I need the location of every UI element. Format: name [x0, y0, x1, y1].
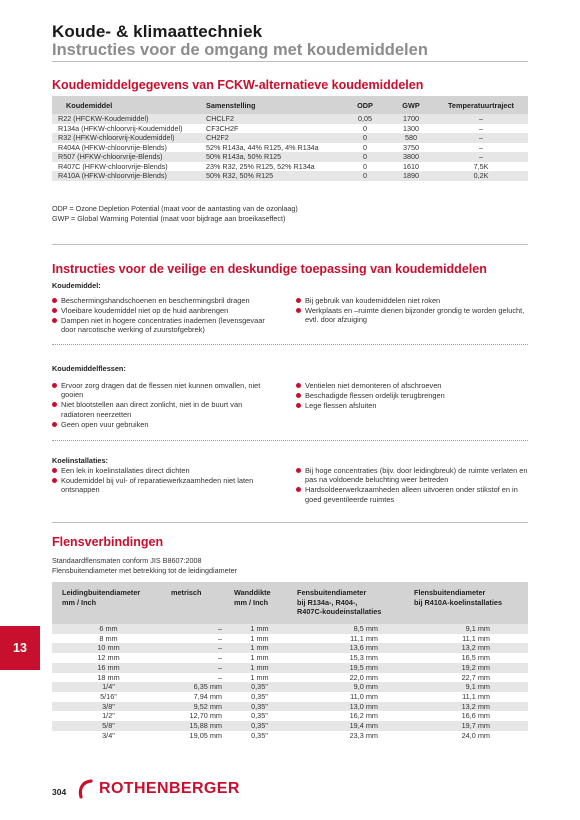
- bullet-icon: [296, 308, 301, 313]
- table-cell: 22,0 mm: [349, 672, 378, 682]
- table-cell: 0,35": [228, 721, 291, 731]
- note-odp: ODP = Ozone Depletion Potential (maat voor de aantasting van de ozonlaag): [52, 204, 298, 213]
- table-cell: 0: [363, 123, 367, 133]
- bullet-list-installations-left: [52, 466, 277, 495]
- table-cell: 52% R143a, 44% R125, 4% R134a: [206, 142, 319, 152]
- table-cell: –: [217, 633, 222, 643]
- column-header: [165, 582, 228, 624]
- column-header: Temperatuurtraject: [434, 96, 528, 114]
- refrigerant-table-body: [52, 114, 528, 181]
- table-cell: 16 mm: [52, 663, 165, 673]
- group-heading-installations: Koelinstallaties:: [52, 456, 108, 465]
- table-cell: 0,35": [228, 702, 291, 712]
- table-cell: 0: [342, 152, 388, 162]
- table-cell: 12 mm: [97, 653, 120, 663]
- bullet-list-installations-right: [296, 466, 528, 505]
- list-item-text: Dampen niet in hogere concentraties inademen (levensgevaar door narcotische werking of zuurstofgebrek): [61, 315, 265, 335]
- table-cell: 19,5 mm: [291, 663, 408, 673]
- brand-name: ROTHENBERGER: [99, 780, 240, 797]
- section-title-flange-connections: Flensverbindingen: [52, 535, 164, 549]
- column-header: GWP: [388, 96, 434, 114]
- table-cell: 23% R32, 25% R125, 52% R134a: [206, 161, 315, 171]
- table-cell: 1890: [388, 171, 434, 181]
- table-cell: 50% R32, 50% R125: [202, 171, 342, 181]
- table-cell: 3/8": [52, 702, 165, 712]
- table-cell: 1 mm: [228, 663, 291, 673]
- table-cell: 0,35": [228, 682, 291, 692]
- table-cell: 50% R143a, 50% R125: [202, 152, 342, 162]
- table-row: [52, 171, 528, 181]
- bullet-icon: [52, 298, 57, 303]
- table-cell: 0,35": [251, 691, 268, 701]
- table-cell: 13,6 mm: [291, 643, 408, 653]
- table-cell: 19,4 mm: [291, 721, 408, 731]
- brand-swoosh-icon: [76, 778, 98, 800]
- refrigerant-data-table: [52, 96, 528, 181]
- table-cell: 0,35": [251, 711, 268, 721]
- table-cell: 6,35 mm: [165, 682, 228, 692]
- column-header-line: bij R134a-, R404-,: [297, 597, 358, 607]
- table-cell: 1 mm: [250, 672, 269, 682]
- note-gwp: GWP = Global Warming Potential (maat voor bijdrage aan broeikaseffect): [52, 214, 286, 223]
- table-cell: 18 mm: [97, 672, 120, 682]
- table-cell: 11,1 mm: [462, 691, 490, 701]
- list-item-text: Beschadigde flessen ordelijk terugbrengen: [305, 390, 445, 400]
- flange-diameter-line: Flensbuitendiameter met betrekking tot de leidingdiameter: [52, 565, 237, 575]
- table-cell: 0: [363, 142, 367, 152]
- bullet-list-refrigerant-right: [296, 296, 528, 325]
- table-cell: –: [217, 653, 222, 663]
- bullet-icon: [52, 478, 57, 483]
- list-item-text: Beschermingshandschoenen en beschermingsbril dragen: [61, 296, 250, 305]
- table-cell: CH2F2: [202, 133, 342, 143]
- bullet-icon: [296, 487, 301, 492]
- table-cell: 16,2 mm: [349, 711, 378, 721]
- table-row: [52, 634, 528, 644]
- table-row: [52, 643, 528, 653]
- table-cell: R410A (HFKW-chloorvrije-Blends): [52, 171, 202, 181]
- column-header: [408, 582, 528, 624]
- column-header: Samenstelling: [202, 96, 342, 114]
- bullet-icon: [52, 468, 57, 473]
- list-item: [52, 316, 277, 335]
- table-cell: 0: [342, 171, 388, 181]
- table-cell: 5/16": [100, 691, 117, 701]
- table-row: [52, 692, 528, 702]
- bullet-icon: [296, 468, 301, 473]
- list-item: [52, 381, 277, 400]
- section-divider: [52, 522, 528, 523]
- list-item: [296, 485, 528, 504]
- list-item: [296, 306, 528, 325]
- table-row: [52, 162, 528, 172]
- table-cell: 3/4": [102, 730, 115, 740]
- table-cell: –: [434, 152, 528, 162]
- table-cell: 11,0 mm: [350, 691, 378, 701]
- list-item-text: Ervoor zorg dragen dat de flessen niet kunnen omvallen, niet gooien: [61, 381, 261, 400]
- column-header-line: bij R410A-koelinstallaties: [414, 597, 503, 607]
- column-header: ODP: [342, 96, 388, 114]
- bullet-list-refrigerant-left: [52, 296, 277, 335]
- list-item-text: Lege flessen afsluiten: [305, 400, 377, 410]
- table-cell: 0,05: [342, 114, 388, 124]
- table-cell: 19,7 mm: [408, 721, 528, 731]
- table-cell: 1/4": [52, 682, 165, 692]
- section-divider: [52, 244, 528, 245]
- table-cell: CHCLF2: [202, 114, 342, 124]
- list-item: [296, 401, 528, 410]
- table-row: [52, 133, 528, 143]
- table-row: [52, 663, 528, 673]
- table-cell: 1 mm: [250, 633, 269, 643]
- table-cell: –: [165, 643, 228, 653]
- table-cell: 11,1 mm: [462, 633, 490, 643]
- table-cell: 1610: [403, 161, 419, 171]
- table-cell: –: [479, 123, 483, 133]
- table-cell: 9,0 mm: [291, 682, 408, 692]
- column-header-line: mm / Inch: [62, 597, 97, 607]
- table-cell: 19,2 mm: [408, 663, 528, 673]
- table-cell: 7,5K: [473, 161, 489, 171]
- column-header-line: Wanddikte: [234, 588, 271, 597]
- bullet-icon: [52, 318, 57, 323]
- list-item-text: Koudemiddel bij vul- of reparatiewerkzaamheden niet laten ontsnappen: [61, 475, 254, 495]
- table-cell: 3800: [388, 152, 434, 162]
- table-cell: –: [165, 663, 228, 673]
- table-cell: R22 (HFCKW-Koudemiddel): [52, 114, 202, 124]
- column-header: [291, 582, 408, 624]
- table-cell: 11,1 mm: [350, 633, 378, 643]
- list-item-text: Bij gebruik van koudemiddelen niet roken: [305, 296, 441, 305]
- table-row: [52, 702, 528, 712]
- flange-table-body: [52, 624, 528, 740]
- table-cell: 1 mm: [228, 624, 291, 634]
- list-item-text: Vloeibare koudemiddel niet op de huid aanbrengen: [61, 305, 229, 315]
- column-header-line: R407C-koudeinstallaties: [297, 607, 382, 616]
- table-cell: R407C (HFKW-chloorvrije-Blends): [58, 161, 168, 171]
- table-row: [52, 721, 528, 731]
- table-cell: 12,70 mm: [189, 711, 222, 721]
- dotted-divider: [52, 344, 528, 345]
- dotted-divider: [52, 440, 528, 441]
- table-cell: 6 mm: [52, 624, 165, 634]
- table-row: [52, 731, 528, 741]
- table-cell: 23,3 mm: [349, 730, 378, 740]
- list-item-text: Hardsoldeerwerkzaamheden alleen uitvoeren onder stikstof en in goed geventileerde ruimtes: [305, 485, 518, 504]
- table-header-row: [52, 96, 528, 114]
- table-cell: 19,05 mm: [189, 730, 222, 740]
- table-cell: R134a (HFKW-chloorvrij-Koudemiddel): [58, 123, 183, 133]
- bullet-list-cylinders-left: [52, 381, 277, 430]
- table-cell: –: [434, 114, 528, 124]
- bullet-icon: [52, 308, 57, 313]
- table-row: [52, 114, 528, 124]
- table-cell: –: [434, 133, 528, 143]
- bullet-icon: [296, 383, 301, 388]
- table-cell: 0: [363, 161, 367, 171]
- table-cell: CF3CH2F: [206, 123, 239, 133]
- table-cell: 1 mm: [228, 643, 291, 653]
- table-row: [52, 653, 528, 663]
- flange-intro: [52, 556, 237, 575]
- list-item-text: Een lek in koelinstallaties direct dichten: [61, 466, 190, 475]
- bullet-icon: [52, 422, 57, 427]
- table-row: [52, 673, 528, 683]
- table-cell: 16,5 mm: [461, 653, 490, 663]
- table-cell: 1300: [403, 123, 419, 133]
- table-cell: 0,35": [251, 730, 268, 740]
- table-cell: 22,7 mm: [461, 672, 490, 682]
- table-cell: 580: [388, 133, 434, 143]
- list-item-text: Ventielen niet demonteren of afschroeven: [305, 381, 442, 390]
- table-cell: 9,1 mm: [408, 682, 528, 692]
- table-row: [52, 143, 528, 153]
- bullet-icon: [296, 403, 301, 408]
- table-row: [52, 124, 528, 134]
- column-header-line: metrisch: [171, 588, 202, 597]
- column-header-line: Fensbuitendiameter: [297, 588, 367, 597]
- table-cell: –: [165, 624, 228, 634]
- table-cell: 13,2 mm: [408, 643, 528, 653]
- refrigerant-notes: [52, 204, 298, 224]
- list-item: [52, 306, 277, 315]
- table-cell: 1 mm: [250, 653, 269, 663]
- table-cell: 15,3 mm: [349, 653, 378, 663]
- column-header: Koudemiddel: [52, 96, 202, 114]
- table-cell: 13,2 mm: [408, 702, 528, 712]
- table-cell: 15,88 mm: [165, 721, 228, 731]
- chapter-tab: 13: [0, 626, 40, 670]
- group-heading-cylinders: Koudemiddelflessen:: [52, 364, 126, 373]
- list-item: [52, 296, 277, 305]
- table-cell: 0: [342, 133, 388, 143]
- column-header: [228, 582, 291, 624]
- table-cell: R404A (HFKW-chloorvrije-Blends): [58, 142, 167, 152]
- table-cell: 24,0 mm: [461, 730, 490, 740]
- table-cell: 7,94 mm: [193, 691, 222, 701]
- list-item: [52, 400, 277, 419]
- list-item: [52, 476, 277, 495]
- column-header: [52, 582, 165, 624]
- table-cell: 1/2": [102, 711, 115, 721]
- bullet-icon: [296, 393, 301, 398]
- table-cell: R32 (HFKW-chloorvrij-Koudemiddel): [52, 133, 202, 143]
- table-cell: 9,52 mm: [165, 702, 228, 712]
- table-cell: 9,1 mm: [408, 624, 528, 634]
- table-row: [52, 152, 528, 162]
- bullet-list-cylinders-right: [296, 381, 528, 411]
- table-cell: 8 mm: [99, 633, 118, 643]
- list-item: [296, 381, 528, 390]
- bullet-icon: [52, 383, 57, 388]
- column-header-line: Flensbuitendiameter: [414, 588, 486, 597]
- section-title-safety-instructions: Instructies voor de veilige en deskundige toepassing van koudemiddelen: [52, 262, 487, 276]
- table-cell: 1700: [388, 114, 434, 124]
- page-subtitle: Instructies voor de omgang met koudemiddelen: [52, 41, 428, 59]
- list-item: [52, 466, 277, 475]
- column-header-line: mm / Inch: [234, 597, 269, 607]
- table-cell: 13,0 mm: [291, 702, 408, 712]
- page-title: Koude- & klimaattechniek: [52, 22, 263, 41]
- list-item: [296, 466, 528, 485]
- table-cell: 5/8": [52, 721, 165, 731]
- list-item-text: Geen open vuur gebruiken: [61, 419, 149, 429]
- table-cell: 8,5 mm: [291, 624, 408, 634]
- section-title-refrigerant-data: Koudemiddelgegevens van FCKW-alternatieve koudemiddelen: [52, 78, 424, 92]
- list-item-text: Werkplaats en –ruimte dienen bijzonder grondig te worden gelucht, evtl. door afzuiging: [305, 305, 525, 325]
- table-row: [52, 624, 528, 634]
- list-item-text: Bij hoge concentraties (bijv. door leidingbreuk) de ruimte verlaten en pas na voldoende beluchting weer betreden: [305, 466, 528, 485]
- column-header-line: Leidingbuitendiameter: [62, 588, 141, 597]
- table-row: [52, 711, 528, 721]
- bullet-icon: [52, 402, 57, 407]
- table-cell: 16,6 mm: [461, 711, 490, 721]
- table-cell: 3750: [403, 142, 419, 152]
- table-cell: –: [217, 672, 222, 682]
- list-item: [296, 391, 528, 400]
- list-item: [296, 296, 528, 305]
- flange-table: [52, 582, 528, 740]
- list-item-text: Niet blootstellen aan direct zonlicht, niet in de buurt van radiatoren neerzetten: [61, 400, 243, 419]
- brand-logo: [76, 778, 240, 800]
- group-heading-refrigerant: Koudemiddel:: [52, 281, 101, 290]
- header-divider: [52, 61, 528, 62]
- flange-standard-line: Standaardflensmaten conform JIS B8607:2008: [52, 556, 202, 565]
- page-number: 304: [52, 787, 67, 797]
- table-cell: –: [479, 142, 483, 152]
- table-row: [52, 682, 528, 692]
- bullet-icon: [296, 298, 301, 303]
- table-cell: R507 (HFKW-chloorvrije-Blends): [52, 152, 202, 162]
- table-cell: 10 mm: [52, 643, 165, 653]
- table-header-row: [52, 582, 528, 624]
- list-item: [52, 420, 277, 429]
- table-cell: 0,2K: [434, 171, 528, 181]
